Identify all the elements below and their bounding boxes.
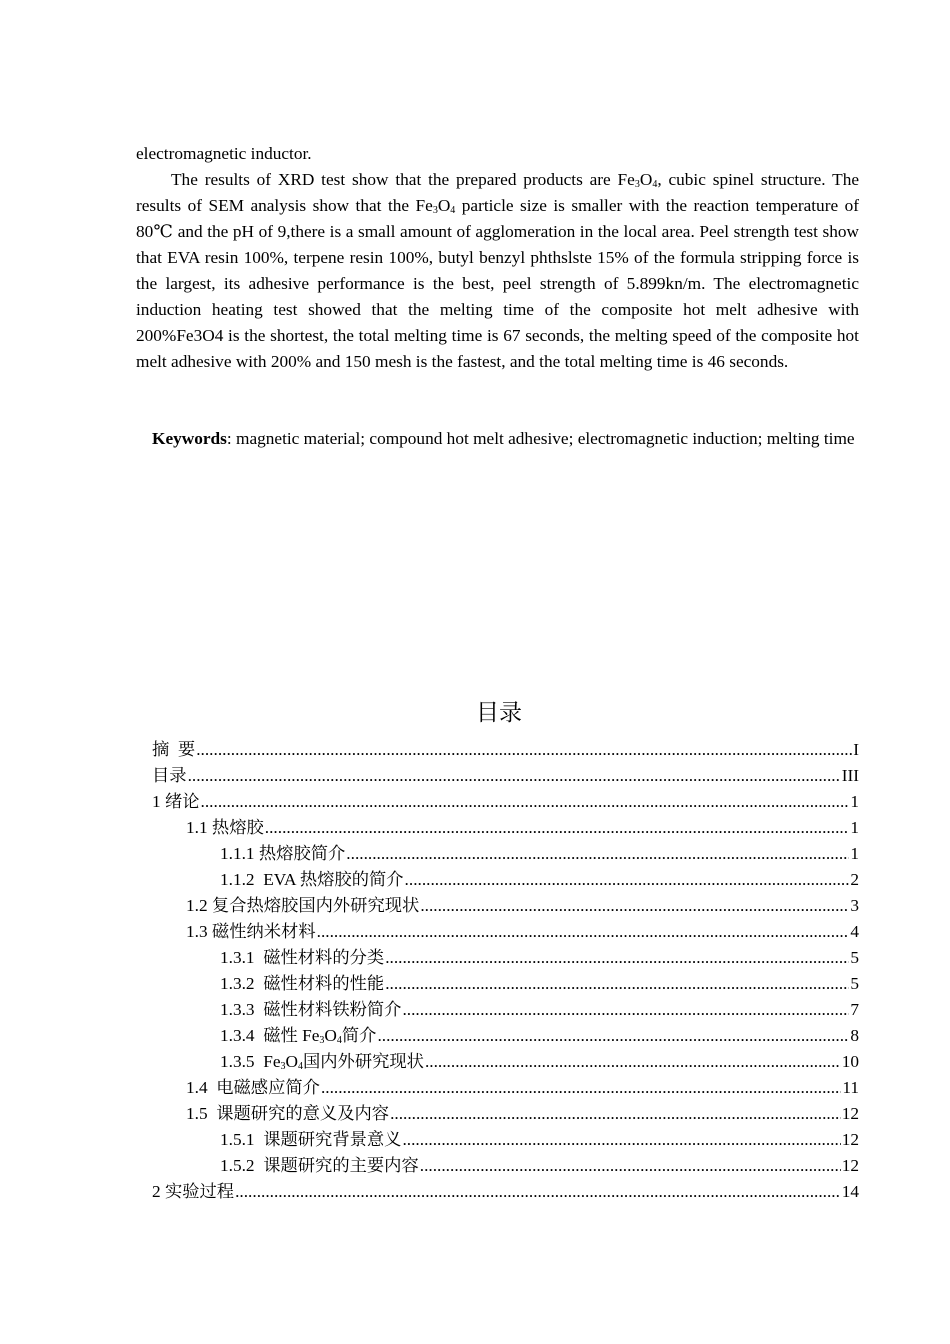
toc-entry[interactable] xyxy=(186,1101,859,1127)
toc-dot-leader xyxy=(321,1075,841,1101)
toc-entry[interactable] xyxy=(220,945,859,971)
toc-dot-leader xyxy=(346,841,849,867)
toc-entry[interactable] xyxy=(220,1153,859,1179)
toc-dot-leader xyxy=(405,867,850,893)
toc-entry-label: 目录 xyxy=(152,766,187,785)
toc-entry[interactable] xyxy=(152,737,859,763)
toc-entry-label: 1.3.3 磁性材料铁粉简介 xyxy=(220,1000,402,1019)
toc-entry-page: 3 xyxy=(850,896,859,915)
toc-dot-leader xyxy=(196,737,852,763)
toc-entry-page: 2 xyxy=(850,870,859,889)
toc-entry[interactable] xyxy=(220,1023,859,1049)
toc-entry-label: 1.5.1 课题研究背景意义 xyxy=(220,1130,402,1149)
toc-dot-leader xyxy=(390,1101,841,1127)
toc-entry-label: 1.2 复合热熔胶国内外研究现状 xyxy=(186,896,420,915)
toc-title: 目录 xyxy=(476,700,522,726)
toc-entry-label: 1.3.4 磁性 $Fe_3O_4$简介 xyxy=(220,1026,377,1046)
toc-entry-page: III xyxy=(841,766,859,785)
toc-dot-leader xyxy=(265,815,850,841)
toc-dot-leader xyxy=(420,1153,841,1179)
toc-entry[interactable] xyxy=(152,763,859,789)
toc-entry[interactable] xyxy=(186,893,859,919)
toc-dot-leader xyxy=(377,1023,849,1049)
abstract-results-paragraph: The results of XRD test show that the prepared products are $Fe_3O_4$, cubic spinel structure. The results of SEM analysis show that the $Fe_3O_4$ particle size is smaller with the reaction temperature of 80℃ and the pH of 9,there is a small amount of agglomeration in the local area. Peel strength test show that EVA resin 100%, terpene resin 100%, butyl benzyl phthslste 15% of the formula stripping force is the largest, its adhesive performance is the best, peel strength of 5.899kn/m. The electromagnetic induction heating test showed that the melting time of the composite hot melt adhesive with 200%Fe3O4 is the shortest, the total melting time is 67 seconds, the melting speed of the composite hot melt adhesive with 200% and 150 mesh is the fastest, and the total melting time is 46 seconds. xyxy=(136,170,860,371)
toc-entry-label: 1.1 热熔胶 xyxy=(186,818,264,837)
toc-entry[interactable] xyxy=(220,997,859,1023)
toc-entry-page: 14 xyxy=(841,1182,859,1201)
toc-entry-page: 1 xyxy=(850,844,859,863)
toc-dot-leader xyxy=(317,919,850,945)
toc-entry[interactable] xyxy=(220,971,859,997)
toc-entry[interactable] xyxy=(186,1075,859,1101)
toc-entry-page: I xyxy=(853,740,859,759)
toc-entry[interactable] xyxy=(186,919,859,945)
toc-entry-label: 1.3 磁性纳米材料 xyxy=(186,922,316,941)
toc-entry[interactable] xyxy=(186,815,859,841)
toc-entry-label: 1 绪论 xyxy=(152,792,200,811)
toc-entry-page: 5 xyxy=(850,974,859,993)
toc-entry-label: 1.5 课题研究的意义及内容 xyxy=(186,1104,390,1123)
toc-entry-page: 4 xyxy=(850,922,859,941)
toc-entry-label: 1.3.5 $Fe_3O_4$国内外研究现状 xyxy=(220,1052,424,1072)
abstract-english xyxy=(136,141,859,375)
toc-dot-leader xyxy=(201,789,850,815)
toc-entry-page: 8 xyxy=(850,1026,859,1045)
toc-entry-label: 1.5.2 课题研究的主要内容 xyxy=(220,1156,419,1175)
toc-dot-leader xyxy=(188,763,841,789)
toc-entry-label: 1.4 电磁感应简介 xyxy=(186,1078,320,1097)
toc-entry-page: 12 xyxy=(841,1130,859,1149)
toc-entry-page: 12 xyxy=(841,1156,859,1175)
toc-dot-leader xyxy=(402,1127,840,1153)
toc-entry-page: 12 xyxy=(841,1104,859,1123)
abstract-continuation-line: electromagnetic inductor. xyxy=(136,144,312,163)
toc-entry-label: 1.3.2 磁性材料的性能 xyxy=(220,974,385,993)
toc-entry[interactable] xyxy=(152,789,859,815)
toc-entry-label: 2 实验过程 xyxy=(152,1182,235,1201)
toc-entry[interactable] xyxy=(220,1049,859,1075)
toc-entry[interactable] xyxy=(220,841,859,867)
toc-entry-page: 1 xyxy=(850,792,859,811)
toc-entry-page: 7 xyxy=(850,1000,859,1019)
toc-entry[interactable] xyxy=(220,1127,859,1153)
keywords-paragraph xyxy=(136,426,859,452)
toc-entry-page: 1 xyxy=(850,818,859,837)
toc-entry-page: 11 xyxy=(842,1078,859,1097)
toc-entry-label: 1.1.1 热熔胶简介 xyxy=(220,844,346,863)
toc-dot-leader xyxy=(402,997,849,1023)
toc-dot-leader xyxy=(235,1179,841,1205)
toc-entry-label: 摘 要 xyxy=(152,740,196,759)
toc-dot-leader xyxy=(385,945,849,971)
toc-entry[interactable] xyxy=(220,867,859,893)
toc-entry-label: 1.1.2 EVA 热熔胶的简介 xyxy=(220,870,404,889)
keywords-text: : magnetic material; compound hot melt adhesive; electromagnetic induction; melting time xyxy=(226,429,855,448)
toc-entry-page: 5 xyxy=(850,948,859,967)
toc-entry-page: 10 xyxy=(841,1052,859,1071)
keywords-label: Keywords xyxy=(152,429,227,448)
toc-dot-leader xyxy=(425,1049,841,1075)
toc-entry-label: 1.3.1 磁性材料的分类 xyxy=(220,948,385,967)
toc-entry[interactable] xyxy=(152,1179,859,1205)
toc-dot-leader xyxy=(385,971,849,997)
toc-dot-leader xyxy=(420,893,849,919)
